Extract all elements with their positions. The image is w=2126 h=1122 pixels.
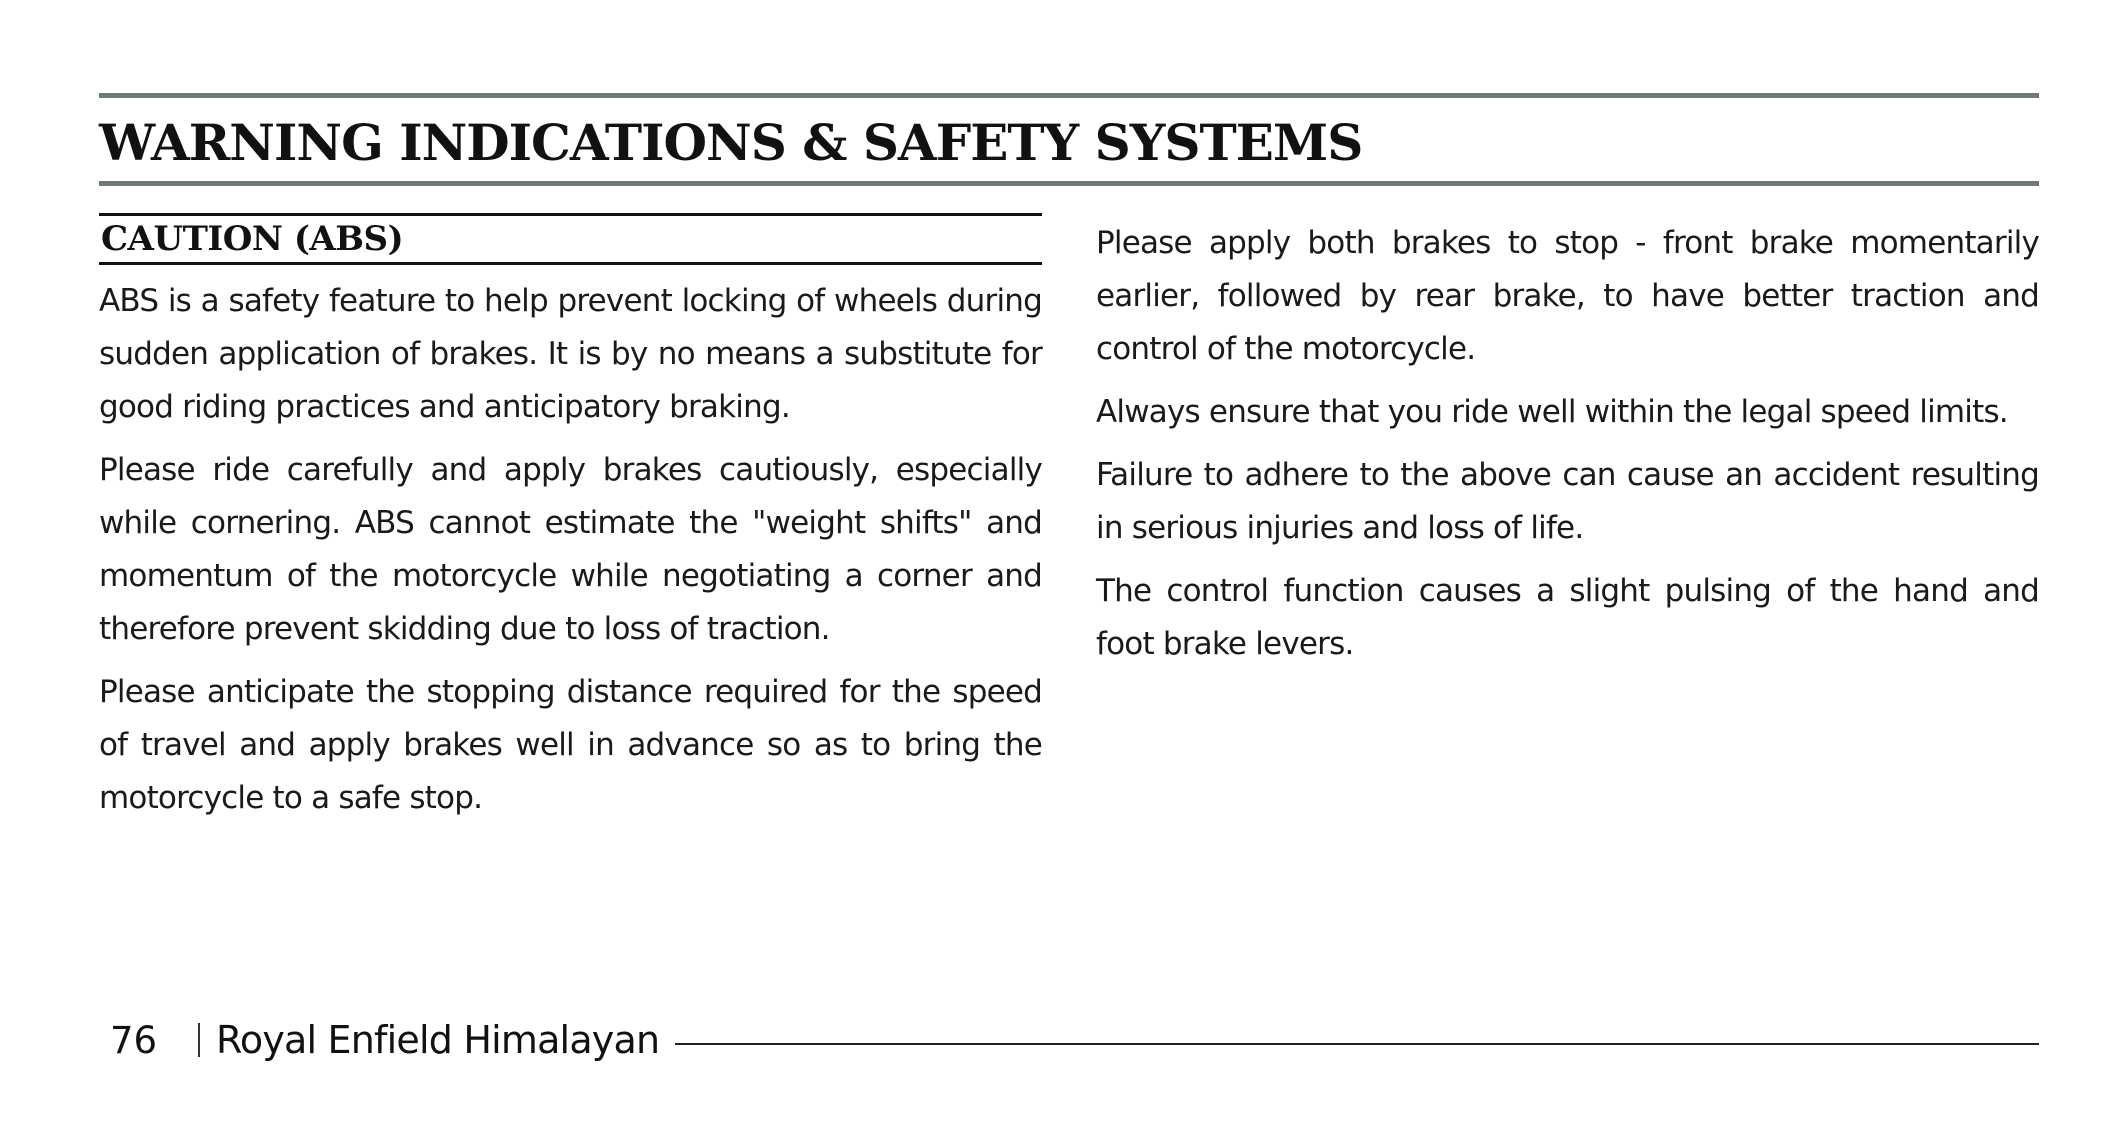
title-rule-bottom xyxy=(99,181,2039,186)
title-rule-top xyxy=(99,93,2039,98)
both-brakes-paragraph: Please apply both brakes to stop - front brake momentarily earlier, followed by rear brake, to have better traction and control of the motorcycle. xyxy=(1096,225,2039,367)
page-number: 76 xyxy=(110,1018,158,1062)
stopping-distance-paragraph: Please anticipate the stopping distance required for the speed of travel and apply brakes well in advance so as to bring the motorcycle to a safe stop. xyxy=(99,674,1042,816)
pulsing-paragraph: The control function causes a slight pulsing of the hand and foot brake levers. xyxy=(1096,573,2039,662)
page-title: WARNING INDICATIONS & SAFETY SYSTEMS xyxy=(99,113,1363,172)
footer-rule xyxy=(675,1043,2039,1045)
abs-intro-paragraph: ABS is a safety feature to help prevent locking of wheels during sudden application of brakes. It is by no means a substitute for good riding practices and anticipatory braking. xyxy=(99,283,1042,425)
manual-title: Royal Enfield Himalayan xyxy=(216,1018,660,1062)
footer-separator xyxy=(198,1023,200,1057)
cornering-paragraph: Please ride carefully and apply brakes cautiously, especially while cornering. ABS cannot estimate the "weight shifts" and momentum of the motorcycle while negotiating a corner and therefore prevent skidding due to loss of traction. xyxy=(99,452,1042,647)
page-footer xyxy=(110,1010,2039,1070)
right-column xyxy=(1096,213,2039,681)
speed-limit-paragraph: Always ensure that you ride well within the legal speed limits. xyxy=(1096,394,2008,430)
left-column xyxy=(99,213,1042,835)
failure-warning-paragraph: Failure to adhere to the above can cause an accident resulting in serious injuries and loss of life. xyxy=(1096,457,2039,546)
section-heading-box xyxy=(99,213,1042,265)
section-heading: CAUTION (ABS) xyxy=(101,219,404,259)
